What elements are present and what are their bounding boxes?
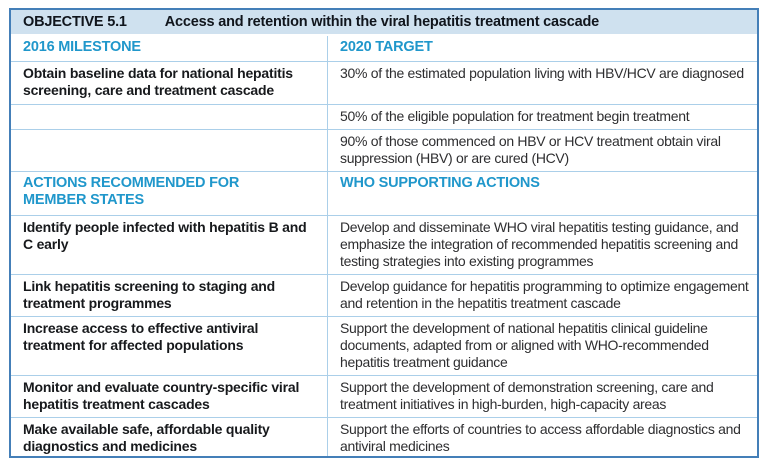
- who-action-cell: Support the efforts of countries to access affordable diagnostics and antiviral medicines: [327, 418, 757, 458]
- objective-table: [9, 8, 759, 458]
- target-column-header: 2020 TARGET: [327, 36, 757, 61]
- actions-column-header: ACTIONS RECOMMENDED FOR MEMBER STATES: [23, 174, 240, 209]
- action-cell: Link hepatitis screening to staging and treatment programmes: [23, 277, 276, 311]
- milestone-cell: [11, 130, 327, 171]
- table-row: [11, 129, 757, 171]
- milestone-cell: [11, 105, 327, 129]
- who-action-cell: Develop and disseminate WHO viral hepatitis testing guidance, and emphasize the integration of recommended hepatitis screening and testing strategies into existing programmes: [327, 216, 757, 274]
- table-row: [11, 417, 757, 458]
- target-cell: 90% of those commenced on HBV or HCV treatment obtain viral suppression (HBV) or are cured (HCV): [327, 130, 757, 171]
- table-row: [11, 215, 757, 274]
- table-header-row: [11, 171, 757, 215]
- who-actions-column-header: WHO SUPPORTING ACTIONS: [327, 172, 757, 215]
- target-cell: 50% of the eligible population for treatment begin treatment: [327, 105, 757, 129]
- table-row: [11, 316, 757, 375]
- action-cell: Make available safe, affordable quality diagnostics and medicines: [23, 421, 270, 455]
- who-action-cell: Support the development of national hepatitis clinical guideline documents, adapted from or aligned with WHO-recommended hepatitis treatment guidance: [327, 317, 757, 375]
- action-cell: Increase access to effective antiviral treatment for affected populations: [23, 319, 259, 354]
- who-action-cell: Develop guidance for hepatitis programming to optimize engagement and retention in the hepatitis treatment cascade: [327, 275, 757, 316]
- action-cell: Monitor and evaluate country-specific viral hepatitis treatment cascades: [23, 379, 300, 413]
- table-header-row: [11, 36, 757, 61]
- table-row: [11, 274, 757, 316]
- milestone-column-header: 2016 MILESTONE: [23, 39, 141, 55]
- milestone-cell: Obtain baseline data for national hepatitis screening, care and treatment cascade: [23, 65, 293, 99]
- table-row: [11, 61, 757, 103]
- objective-header-band: [11, 10, 757, 36]
- who-action-cell: Support the development of demonstration screening, care and treatment initiatives in high-burden, high-capacity areas: [327, 376, 757, 417]
- target-cell: 30% of the estimated population living with HBV/HCV are diagnosed: [327, 62, 757, 103]
- table-row: [11, 375, 757, 417]
- action-cell: Identify people infected with hepatitis B and C early: [23, 218, 307, 252]
- table-row: [11, 104, 757, 129]
- objective-label: OBJECTIVE 5.1: [23, 13, 127, 30]
- objective-title: Access and retention within the viral hepatitis treatment cascade: [164, 13, 600, 30]
